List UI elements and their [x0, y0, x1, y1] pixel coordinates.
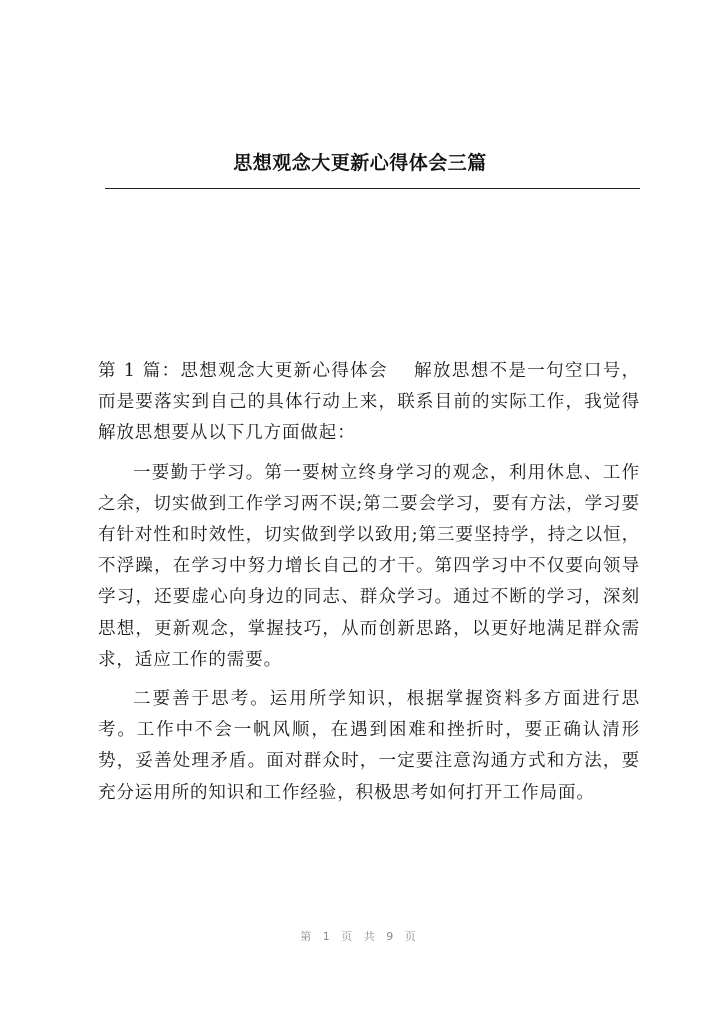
document-body: [98, 356, 640, 809]
document-title: 思想观念大更新心得体会三篇: [233, 152, 487, 174]
paragraph-1: 一要勤于学习。第一要树立终身学习的观念，利用休息、工作之余，切实做到工作学习两不误;第二要会学习，要有方法，学习要有针对性和时效性，切实做到学以致用;第三要坚持学，持之以恒，不浮躁，在学习中努力增长自己的才干。第四学习中不仅要向领导学习，还要虚心向身边的同志、群众学习。通过不断的学习，深刻思想，更新观念，掌握技巧，从而创新思路，以更好地满足群众需求，适应工作的需要。: [98, 462, 640, 670]
chapter-label: 第 1 篇：思想观念大更新心得体会: [98, 361, 388, 381]
paragraph-2: 二要善于思考。运用所学知识，根据掌握资料多方面进行思考。工作中不会一帆风顺，在遇到困难和挫折时，要正确认清形势，妥善处理矛盾。面对群众时，一定要注意沟通方式和方法，要充分运用所的知识和工作经验，积极思考如何打开工作局面。: [98, 689, 640, 803]
page-footer: 第 1 页 共 9 页: [300, 930, 420, 943]
intro-text: 解放思想不是一句空口号，而是要落实到自己的具体行动上来，联系目前的实际工作，我觉得解放思想要从以下几方面做起：: [98, 361, 640, 444]
title-underline: [105, 188, 640, 189]
intro-paragraph: [98, 356, 640, 450]
